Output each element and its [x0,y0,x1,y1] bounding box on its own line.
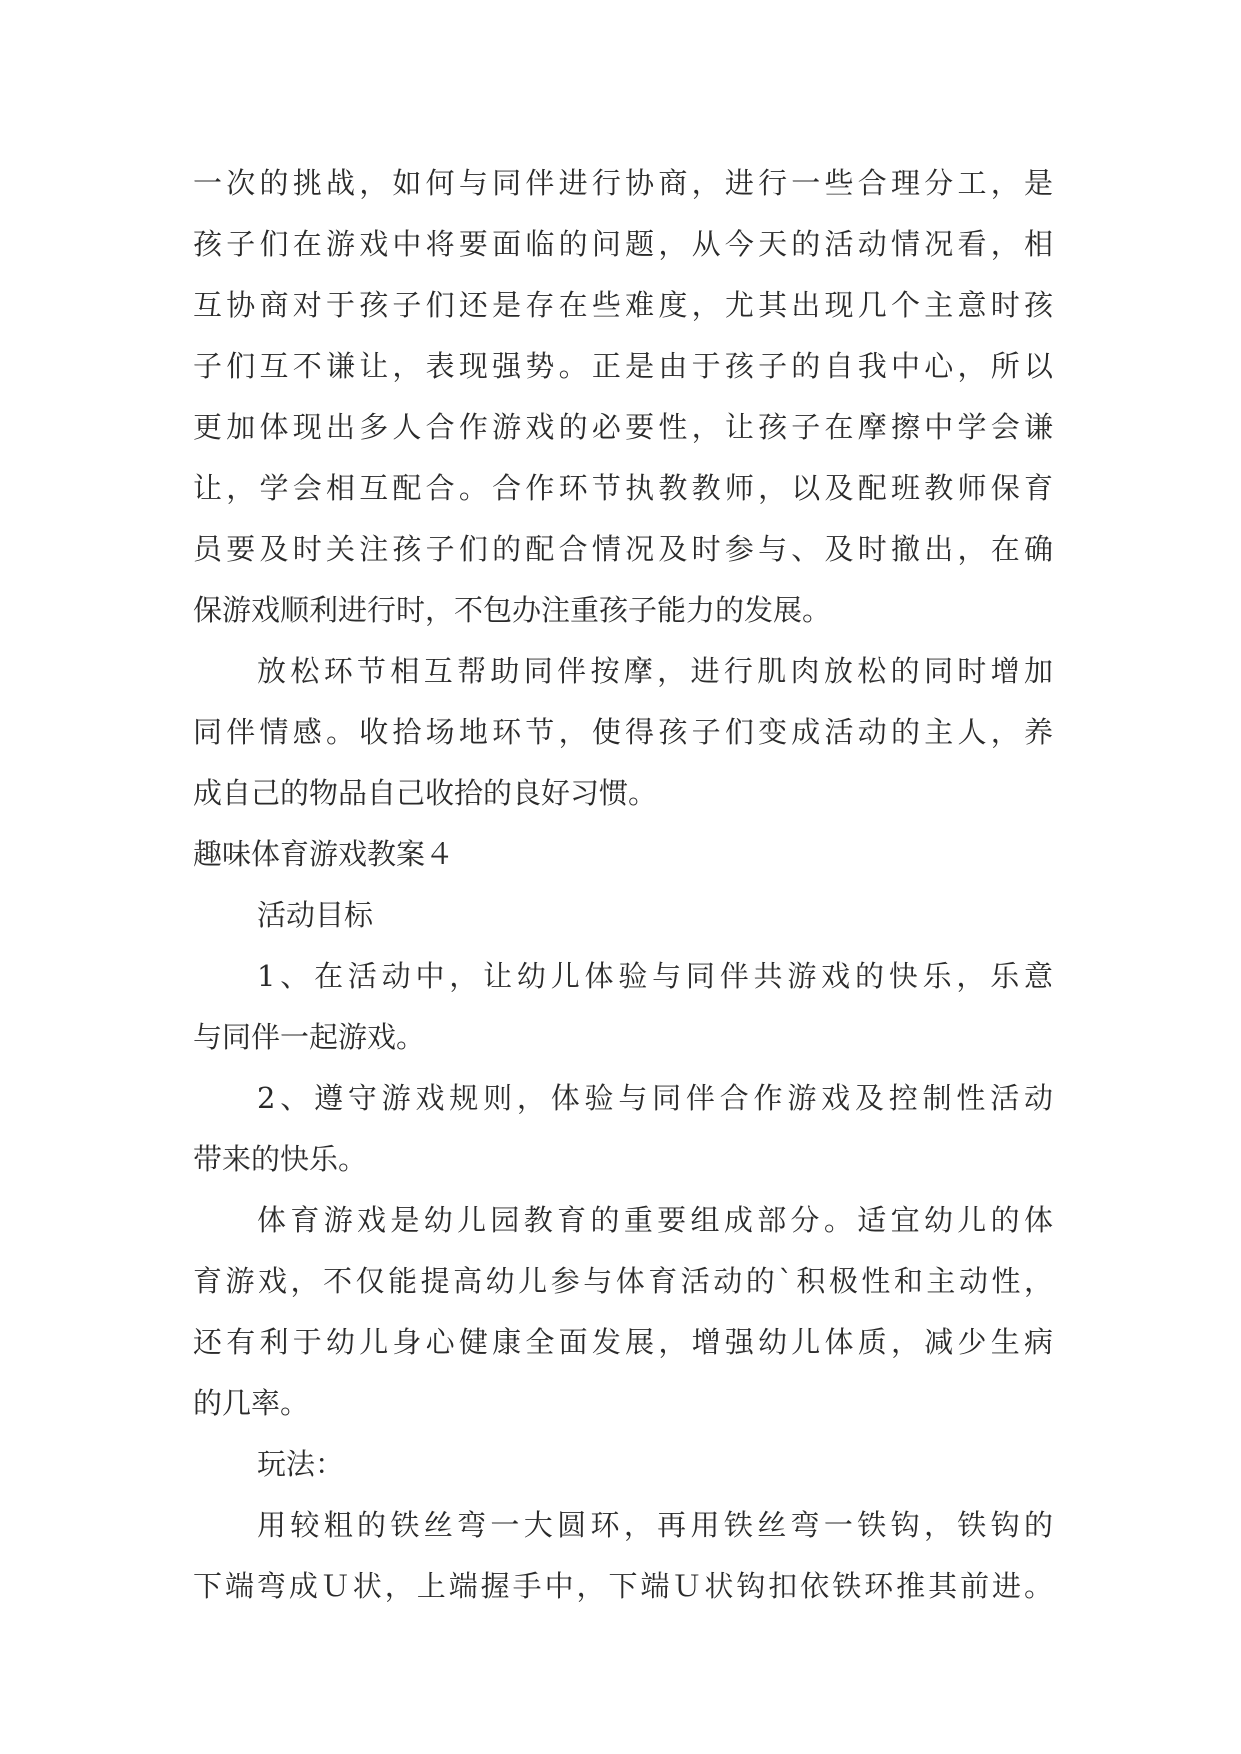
paragraph-line: 下端弯成Ｕ状，上端握手中，下端Ｕ状钩扣依铁环推其前进。 [193,1569,1053,1603]
list-item-line: 与同伴一起游戏。 [193,1020,426,1054]
paragraph-line: 体育游戏是幼儿园教育的重要组成部分。适宜幼儿的体 [257,1203,1053,1237]
paragraph-line: 保游戏顺利进行时，不包办注重孩子能力的发展。 [193,593,832,627]
paragraph-line: 员要及时关注孩子们的配合情况及时参与、及时撤出，在确 [193,532,1053,566]
section-heading: 趣味体育游戏教案４ [193,837,455,871]
subheading: 玩法： [257,1447,345,1481]
paragraph-line: 孩子们在游戏中将要面临的问题，从今天的活动情况看，相 [193,227,1053,261]
paragraph-line: 还有利于幼儿身心健康全面发展，增强幼儿体质，减少生病 [193,1325,1053,1359]
paragraph-line: 育游戏，不仅能提高幼儿参与体育活动的`积极性和主动性， [193,1264,1053,1298]
paragraph-line: 一次的挑战，如何与同伴进行协商，进行一些合理分工，是 [193,166,1053,200]
paragraph-line: 的几率。 [193,1386,310,1420]
subheading: 活动目标 [257,898,374,932]
paragraph-line: 用较粗的铁丝弯一大圆环，再用铁丝弯一铁钩，铁钩的 [257,1508,1053,1542]
paragraph-line: 子们互不谦让，表现强势。正是由于孩子的自我中心，所以 [193,349,1053,383]
paragraph-line: 同伴情感。收拾场地环节，使得孩子们变成活动的主人，养 [193,715,1053,749]
paragraph-line: 成自己的物品自己收拾的良好习惯。 [193,776,658,810]
paragraph-line: 互协商对于孩子们还是存在些难度，尤其出现几个主意时孩 [193,288,1053,322]
paragraph-line: 让，学会相互配合。合作环节执教教师，以及配班教师保育 [193,471,1053,505]
paragraph-line: 放松环节相互帮助同伴按摩，进行肌肉放松的同时增加 [257,654,1053,688]
paragraph-line: 更加体现出多人合作游戏的必要性，让孩子在摩擦中学会谦 [193,410,1053,444]
list-item-line: 2、遵守游戏规则，体验与同伴合作游戏及控制性活动 [257,1081,1053,1115]
document-body [193,153,1053,1617]
list-item-line: 带来的快乐。 [193,1142,368,1176]
list-item-line: 1、在活动中，让幼儿体验与同伴共游戏的快乐，乐意 [257,959,1053,993]
